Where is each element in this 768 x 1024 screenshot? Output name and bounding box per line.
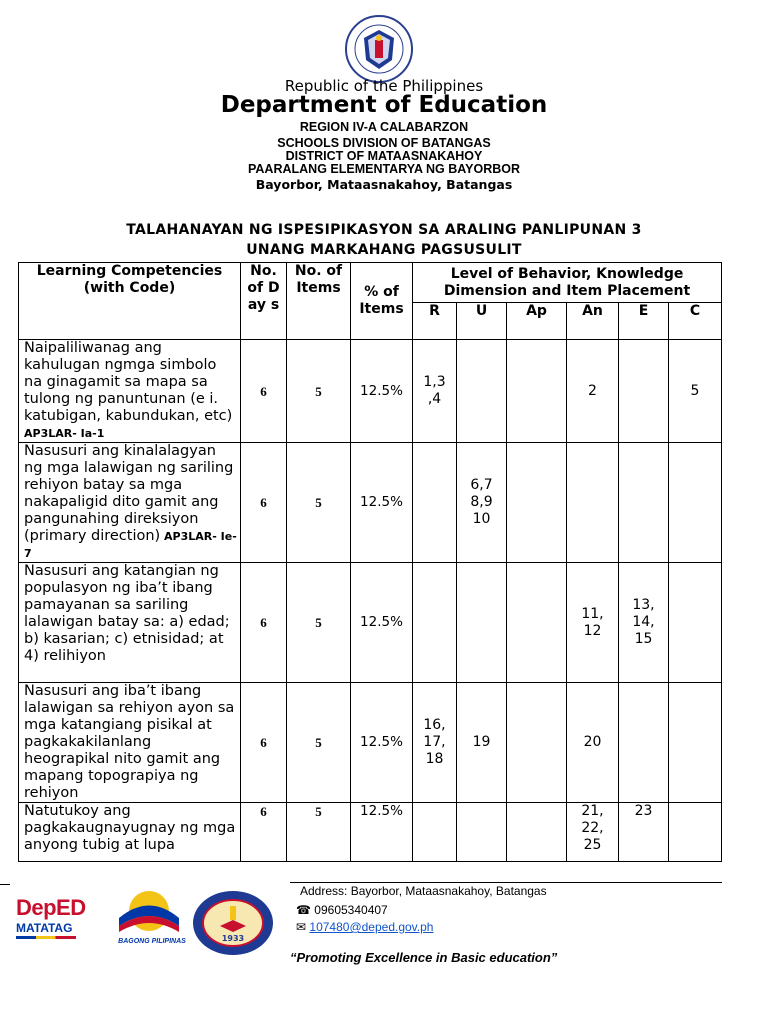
days-cell: 6 [241,803,287,862]
table-row [19,683,722,803]
items-cell: 5 [287,443,351,563]
competency-cell [19,803,241,862]
percent-cell: 12.5% [351,340,413,443]
footer-divider-left [0,884,10,885]
ap-cell [507,563,567,683]
table-row [19,443,722,563]
school-seal-emblem-icon [192,890,274,956]
header-items: No. of Items [287,263,351,340]
republic-heading: Republic of the Philippines [284,77,484,95]
competency-text: Nasusuri ang katangian ng populasyon ng iba’t ibang pamayanan sa sariling lalawigan batay sa: a) edad; b) kasarian; c) etnisidad; at 4) relihiyon [24,563,230,664]
days-cell: 6 [241,340,287,443]
competency-text: Nasusuri ang iba’t ibang lalawigan sa rehiyon ayon sa mga katangiang pisikal at pagkakakilanlang heograpikal nito gamit ang mapang topograpiya ng rehiyon [24,683,235,801]
footer-email-link[interactable]: 107480@deped.gov.ph [309,920,434,934]
table-row [19,803,722,862]
header-percent: % of Items [351,263,413,340]
an-cell: 21, 22, 25 [567,803,619,862]
deped-logo-text: DepED [16,895,86,920]
competency-code: AP3LAR- Ia-1 [24,427,105,440]
an-cell: 20 [567,683,619,803]
competency-text: Nasusuri ang kinalalagyan ng mga lalawigan ng sariling rehiyon batay sa mga nakapaligid dito gamit ang pangunahing direksiyon (primary direction) [24,443,234,544]
footer-phone: 09605340407 [314,903,388,917]
matatag-logo-text: MATATAG [16,921,73,935]
department-heading: Department of Education [220,92,548,118]
e-cell: 23 [619,803,669,862]
days-cell: 6 [241,563,287,683]
document-subtitle: UNANG MARKAHANG PAGSUSULIT [246,242,522,258]
items-cell: 5 [287,683,351,803]
ap-cell [507,443,567,563]
school-seal-logo [192,890,274,956]
percent-cell: 12.5% [351,443,413,563]
c-cell [669,803,722,862]
header-level-ap: Ap [507,303,567,340]
region-line: REGION IV-A CALABARZON [299,120,469,134]
envelope-icon: ✉ [296,920,307,934]
competency-cell [19,340,241,443]
deped-seal-logo [344,14,414,84]
competency-code: AP3LAR- Ie-7 [24,530,237,560]
bagong-pilipinas-text: BAGONG PILIPINAS [118,938,186,945]
school-seal-year: 1933 [221,934,245,943]
competency-cell [19,443,241,563]
u-cell [457,803,507,862]
division-line: SCHOOLS DIVISION OF BATANGAS [277,136,491,150]
table-row [19,563,722,683]
days-cell: 6 [241,683,287,803]
percent-cell: 12.5% [351,803,413,862]
c-cell [669,443,722,563]
phone-icon: ☎ [296,903,311,917]
ap-cell [507,683,567,803]
an-cell: 11, 12 [567,563,619,683]
r-cell [413,443,457,563]
school-line: PAARALANG ELEMENTARYA NG BAYORBOR [247,162,520,176]
header-level-u: U [457,303,507,340]
header-level-e: E [619,303,669,340]
header-level-an: An [567,303,619,340]
footer-email-line [296,920,433,934]
r-cell: 1,3 ,4 [413,340,457,443]
competency-cell [19,683,241,803]
c-cell: 5 [669,340,722,443]
footer-address: Address: Bayorbor, Mataasnakahoy, Batangas [300,884,547,898]
header-level-c: C [669,303,722,340]
header-level: Level of Behavior, Knowledge Dimension and Item Placement [413,263,722,303]
items-cell: 5 [287,563,351,683]
u-cell [457,340,507,443]
percent-cell: 12.5% [351,563,413,683]
r-cell [413,563,457,683]
u-cell: 6,7 8,9 10 [457,443,507,563]
an-cell: 2 [567,340,619,443]
competency-text: Natutukoy ang pagkakaugnayugnay ng mga anyong tubig at lupa [24,803,236,853]
table-row [19,340,722,443]
ap-cell [507,340,567,443]
items-cell: 5 [287,340,351,443]
address-line: Bayorbor, Mataasnakahoy, Batangas [255,177,513,192]
table-header-row [19,263,722,303]
header-level-r: R [413,303,457,340]
bagong-pilipinas-emblem-icon [114,888,184,934]
footer-divider [290,882,722,883]
header-days: No. of Day s [241,263,287,340]
document-title: TALAHANAYAN NG ISPESIPIKASYON SA ARALING PANLIPUNAN 3 [126,222,642,238]
c-cell [669,683,722,803]
specification-table [18,262,722,862]
u-cell [457,563,507,683]
r-cell: 16, 17, 18 [413,683,457,803]
e-cell: 13, 14, 15 [619,563,669,683]
days-cell: 6 [241,443,287,563]
bagong-pilipinas-logo [114,888,190,948]
c-cell [669,563,722,683]
ap-cell [507,803,567,862]
district-line: DISTRICT OF MATAASNAKAHOY [285,149,483,163]
footer-motto: “Promoting Excellence in Basic education” [290,950,558,965]
competency-cell [19,563,241,683]
an-cell [567,443,619,563]
e-cell [619,683,669,803]
percent-cell: 12.5% [351,683,413,803]
competency-text: Naipaliliwanag ang kahulugan ngmga simbolo na ginagamit sa mapa sa tulong ng panuntunan (e i. katubigan, kabundukan, etc) [24,340,233,424]
r-cell [413,803,457,862]
deped-matatag-logo [16,896,106,946]
u-cell: 19 [457,683,507,803]
e-cell [619,443,669,563]
header-competencies: Learning Competencies (with Code) [19,263,241,340]
items-cell: 5 [287,803,351,862]
e-cell [619,340,669,443]
footer-phone-line [296,903,388,917]
